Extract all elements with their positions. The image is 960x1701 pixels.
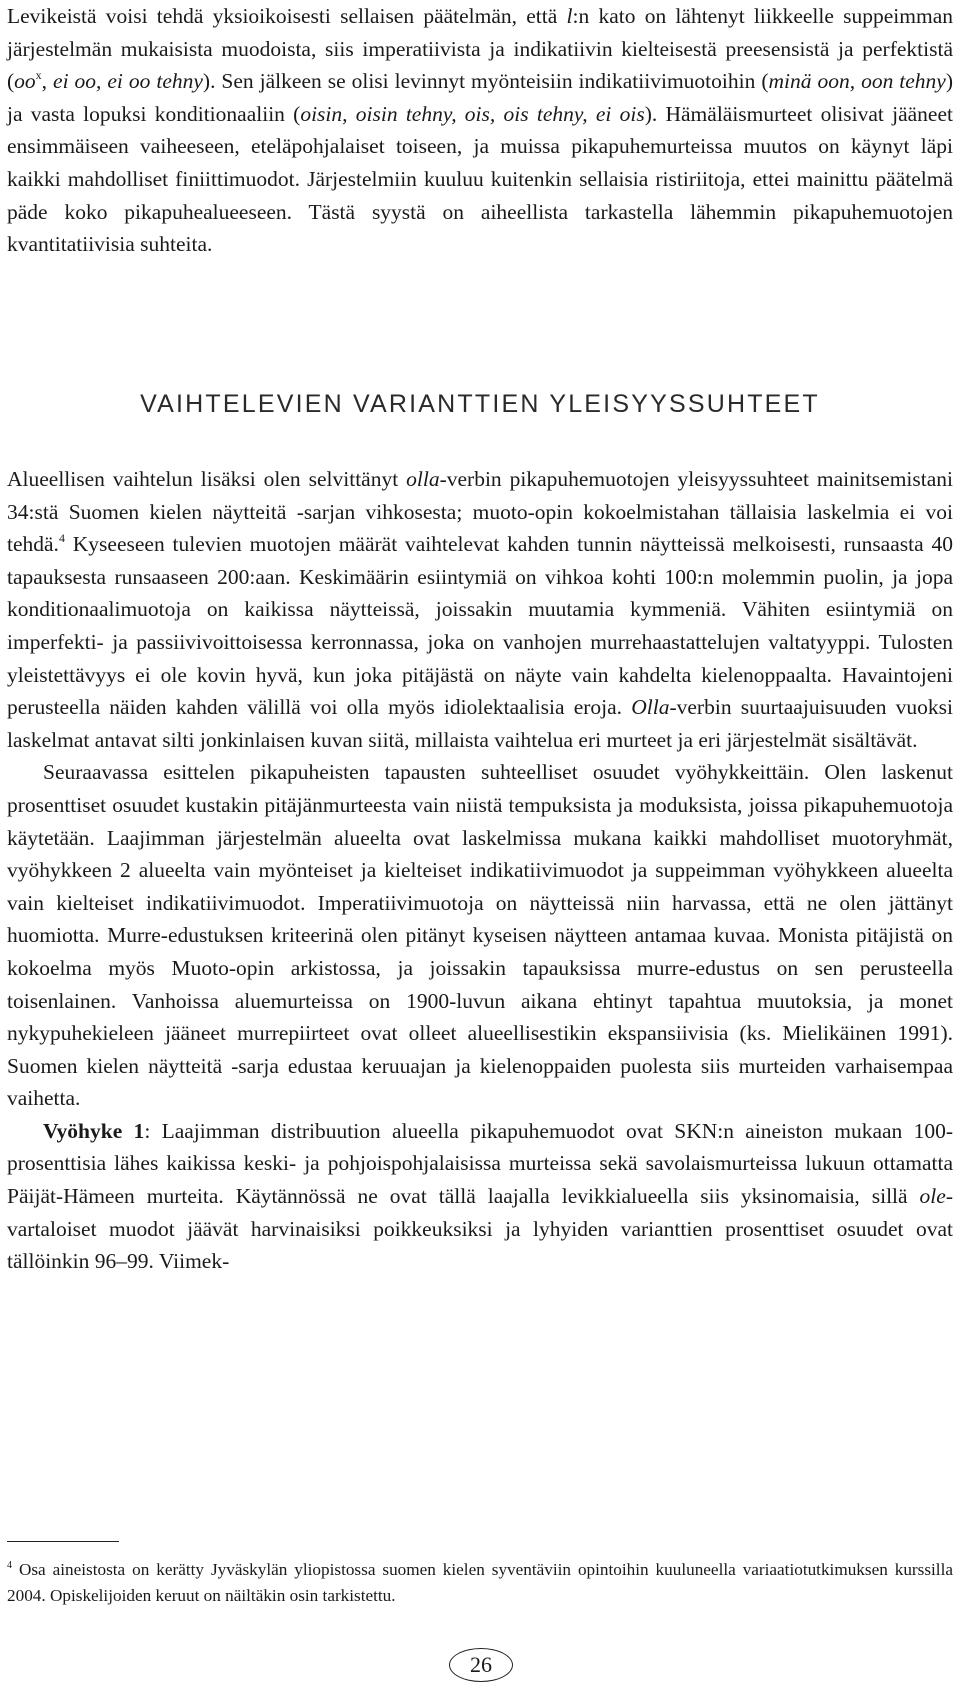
- paragraph-3: [7, 1115, 953, 1278]
- italic-term: ei oo, ei oo tehny: [53, 69, 203, 94]
- footnote-divider: [7, 1541, 119, 1542]
- text-span: ) ja vasta lopuksi konditionaaliin (: [7, 69, 954, 126]
- text-span: Kyseeseen tulevien muotojen määrät vaihtelevat kahden tunnin näytteissä melkoisesti, runsaasta 40 tapauksesta runsaaseen 200:aan. Keskimäärin esiintymiä on vihkoa kohti 100:n molemmin puolin, ja jopa konditionaalimuotoja on kaikissa näytteissä, joissakin muutamia kymmeniä. Vähiten esiintymiä on imperfekti- ja passiivivoittoisessa kerronnassa, joka on vanhojen murrehaastattelujen valtatyyppi. Tulosten yleistettävyys ei ole kovin hyvä, kun joka pitäjästä on näyte vain kahdelta kielenoppaalta. Havaintojeni perusteella näiden kahden välillä voi olla myös idiolektaalisia eroja.: [7, 532, 953, 720]
- section-body: [7, 463, 953, 1278]
- page-number: 26: [449, 1648, 513, 1682]
- footnote-reference[interactable]: 4: [58, 531, 65, 546]
- text-span: : Laajimman distribuution alueella pikapuhemuodot ovat SKN:n aineiston mukaan 100-prosenttisia lähes kaikissa keski- ja pohjoispohjalaisissa murteissa sekä savolaismurteissa lukuun ottamatta Päijät-Hämeen murteita. Käytännössä ne ovat tällä laajalla levikkialueella siis yksinomaisia, sillä: [7, 1118, 953, 1209]
- text-span: -verbin pikapuhemuotojen yleisyyssuhteet mainitsemistani 34:stä Suomen kielen näytteitä -sarjan vihkosesta; muoto-opin kokoelmistahan tällaisia laskelmia ei voi tehdä.: [7, 467, 954, 557]
- zone-label: Vyöhyke 1: [43, 1118, 145, 1143]
- paragraph-1: [7, 463, 953, 756]
- text-span: -vartaloiset muodot jäävät harvinaisiksi poikkeuksiksi ja lyhyiden varianttien prosenttiset osuudet ovat tällöinkin 96–99. Viimek-: [7, 1184, 953, 1274]
- italic-term: Olla: [631, 695, 670, 720]
- footnote: [7, 1557, 953, 1609]
- text-span: Alueellisen vaihtelun lisäksi olen selvittänyt: [7, 467, 407, 491]
- italic-term: minä oon, oon tehny: [768, 69, 946, 94]
- text-span: -verbin suurtaajuisuuden vuoksi laskelmat antavat silti jonkinlaisen kuvan siitä, millaista vaihtelua eri murteet ja eri järjestelmät sisältävät.: [7, 695, 953, 752]
- text-span: ,: [41, 69, 54, 94]
- section-heading: VAIHTELEVIEN VARIANTTIEN YLEISYYSSUHTEET: [140, 390, 820, 418]
- italic-term: oo: [14, 69, 36, 94]
- text-span: ). Hämäläismurteet olisivat jääneet ensimmäiseen vaiheeseen, eteläpohjalaiset toiseen, ja muissa pikapuhemurteissa muutos on käynyt läpi kaikki mahdolliset finiittimuodot. Järjestelmiin kuuluu kuitenkin sellaisia ristiriitoja, ettei mainittu päätelmä päde koko pikapuhealueeseen. Tästä syystä on aiheellista tarkastella lähemmin pikapuhemuotojen kvantitatiivisia suhteita.: [7, 101, 953, 257]
- footnote-number: 4: [7, 1560, 12, 1571]
- italic-term: olla: [406, 467, 440, 491]
- text-span: ). Sen jälkeen se olisi levinnyt myönteisiin indikatiivimuotoihin (: [202, 69, 769, 94]
- italic-term: oisin, oisin tehny, ois, ois tehny, ei ois: [300, 101, 645, 126]
- footnote-text: Osa aineistosta on kerätty Jyväskylän yliopistossa suomen kielen syventäviin opintoihin kuuluneella variaatiotutkimuksen kurssilla 2004. Opiskelijoiden keruut on näiltäkin osin tarkistettu.: [7, 1560, 953, 1605]
- intro-paragraph: [7, 0, 953, 261]
- italic-term: l: [566, 4, 573, 28]
- text-span: Levikeistä voisi tehdä yksioikoisesti sellaisen päätelmän, että: [7, 4, 567, 28]
- italic-term: ole: [919, 1184, 946, 1209]
- paragraph-2: Seuraavassa esittelen pikapuheisten tapausten suhteelliset osuudet vyöhykkeittäin. Olen laskenut prosenttiset osuudet kustakin pitäjänmurteesta vain niistä tempuksista ja moduksista, joissa pikapuhemuotoja käytetään. Laajimman järjestelmän alueelta ovat laskelmissa mukana kaikki mahdolliset muotoryhmät, vyöhykkeen 2 alueelta vain myönteiset ja kielteiset indikatiivimuodot ja suppeimman vyöhykkeen alueelta vain kielteiset indikatiivimuodot. Imperatiivimuotoja on näytteissä niin harvassa, että ne olen jättänyt huomiotta. Murre-edustuksen kriteerinä olen pitänyt kyseisen näytteen antamaa kuvaa. Monista pitäjistä on kokoelma myös Muoto-opin arkistossa, ja joissakin tapauksissa murre-edustus on sen perusteella toisenlainen. Vanhoissa aluemurteissa on 1900-luvun aikana ehtinyt tapahtua muutoksia, ja monet nykypuhekieleen jääneet murrepiirteet ovat olleet alueellisestikin ekspansiivisia (ks. Mielikäinen 1991). Suomen kielen näytteitä -sarja edustaa keruuajan ja kielenoppaiden puolesta siis murteiden varhaisempaa vaihetta.: [7, 760, 953, 1111]
- text-span: :n kato on lähtenyt liikkeelle suppeimman järjestelmän mukaisista muodoista, siis imperatiivista ja indikatiivin kielteisestä preesensistä ja perfektistä (: [7, 4, 953, 94]
- superscript: x: [35, 68, 42, 83]
